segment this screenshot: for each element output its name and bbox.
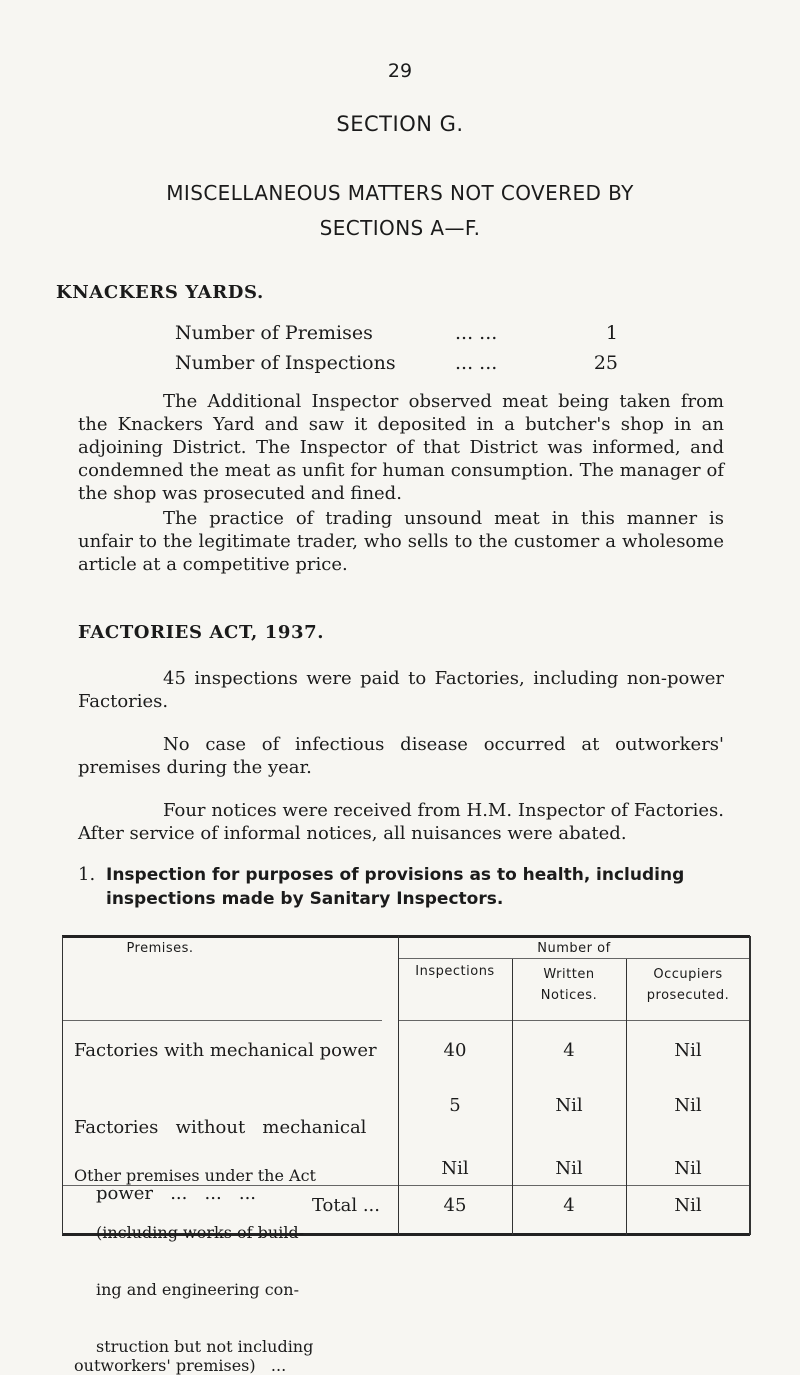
header-number-of: Number of xyxy=(537,941,611,956)
header-notices-line2: Notices. xyxy=(540,988,598,1003)
item-heading-line1 xyxy=(106,864,726,885)
item-text-c: inspections made by Sanitary Inspectors. xyxy=(106,889,504,909)
row-2-inspections: 5 xyxy=(449,1095,461,1116)
total-inspections: 45 xyxy=(443,1195,467,1216)
stat-label-inspections: Number of Inspections xyxy=(175,352,396,374)
main-title-line1: MISCELLANEOUS MATTERS NOT COVERED BY xyxy=(166,181,634,205)
factories-paragraph-2 xyxy=(78,733,724,779)
item-text-b: including xyxy=(596,865,685,885)
header-premises: Premises. xyxy=(126,941,194,956)
item-number: 1. xyxy=(78,864,96,885)
row-3-line-1: Other premises under the Act xyxy=(74,1166,316,1185)
header-prosecuted-line2: prosecuted. xyxy=(646,988,730,1003)
knackers-heading: KNACKERS YARDS. xyxy=(56,282,264,303)
factories-paragraph-3-text: Four notices were received from H.M. Inspector of Factories. After service of informal notices, all nuisances were abated. xyxy=(78,800,724,844)
header-inspections: Inspections xyxy=(415,964,495,979)
total-notices: 4 xyxy=(563,1195,575,1216)
header-notices xyxy=(512,964,626,1006)
factories-paragraph-3 xyxy=(78,799,724,845)
row-3-line-4: struction but not including xyxy=(96,1337,314,1356)
row-2-line-1: Factories without mechanical xyxy=(74,1117,367,1138)
knackers-paragraph-2 xyxy=(78,507,724,576)
page-number: 29 xyxy=(387,60,413,82)
row-1-line-1: Factories with mechanical power xyxy=(74,1040,377,1061)
row-3-line-3: ing and engineering con- xyxy=(96,1280,299,1299)
table-row-1-label xyxy=(74,1040,390,1062)
stat-dots-inspections: ... ... xyxy=(455,352,498,374)
stat-dots-premises: ... ... xyxy=(455,322,498,344)
header-rule-premises xyxy=(62,1020,382,1021)
item-text-a: Inspection for purposes of provisions as to health, xyxy=(106,865,591,885)
factories-paragraph-1 xyxy=(78,667,724,713)
header-notices-line1: Written xyxy=(543,967,595,982)
row-3-prosecuted: Nil xyxy=(674,1158,702,1179)
table-row-3-label xyxy=(74,1128,390,1375)
factories-heading: FACTORIES ACT, 1937. xyxy=(78,622,325,643)
row-1-inspections: 40 xyxy=(443,1040,467,1061)
row-1-prosecuted: Nil xyxy=(674,1040,702,1061)
row-3-inspections: Nil xyxy=(441,1158,469,1179)
table-top-rule xyxy=(62,935,750,938)
main-title-line2: SECTIONS A—F. xyxy=(319,216,481,240)
col-divider-1 xyxy=(398,936,399,1235)
knackers-paragraph-2-text: The practice of trading unsound meat in this manner is unfair to the legitimate trader, who sells to the customer a wholesome article at a competitive price. xyxy=(78,508,724,575)
stat-value-premises: 1 xyxy=(605,322,618,344)
header-prosecuted xyxy=(626,964,750,1006)
row-1-notices: 4 xyxy=(563,1040,575,1061)
number-of-rule xyxy=(398,958,750,959)
stat-value-inspections: 25 xyxy=(593,352,618,374)
row-3-line-2: (including works of build- xyxy=(96,1223,305,1242)
section-title: SECTION G. xyxy=(336,112,464,136)
knackers-paragraph-1 xyxy=(78,390,724,505)
header-rule-numbers xyxy=(398,1020,750,1021)
factories-paragraph-1-text: 45 inspections were paid to Factories, including non-power Factories. xyxy=(78,668,724,712)
row-2-prosecuted: Nil xyxy=(674,1095,702,1116)
table-left-border xyxy=(62,936,63,1235)
item-heading-line2 xyxy=(106,888,503,909)
header-prosecuted-line1: Occupiers xyxy=(653,967,723,982)
knackers-paragraph-1-text: The Additional Inspector observed meat being taken from the Knackers Yard and saw it deposited in a butcher's shop in an adjoining District. The Inspector of that District was informed, and condemned the meat as unfit for human consumption. The manager of the shop was prosecuted and fined. xyxy=(78,391,724,504)
total-label: Total ... xyxy=(311,1195,380,1216)
row-3-line-5: outworkers' premises) ... xyxy=(74,1356,287,1375)
total-prosecuted: Nil xyxy=(674,1195,702,1216)
row-2-line-2: power ... ... ... xyxy=(96,1183,257,1204)
main-title xyxy=(0,176,800,246)
factories-paragraph-2-text: No case of infectious disease occurred at outworkers' premises during the year. xyxy=(78,734,724,778)
row-2-notices: Nil xyxy=(555,1095,583,1116)
row-3-notices: Nil xyxy=(555,1158,583,1179)
stat-label-premises: Number of Premises xyxy=(175,322,373,344)
